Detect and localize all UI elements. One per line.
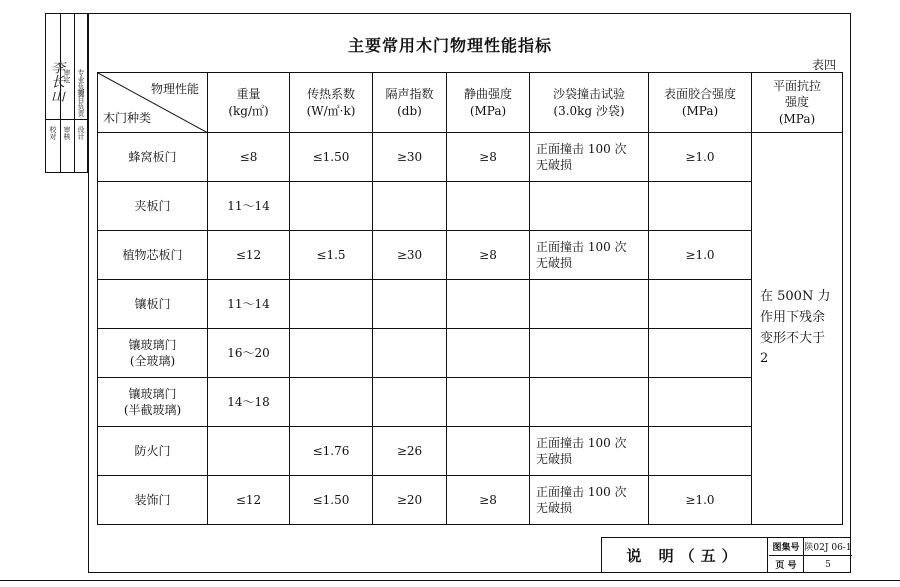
bending-cell xyxy=(447,329,530,378)
impact-cell: 正面撞击 100 次 无破损 xyxy=(530,476,649,525)
sound-cell: ≥30 xyxy=(373,231,447,280)
heat-cell: ≤1.5 xyxy=(290,231,373,280)
col-header-bond: 表面胶合强度 (MPa) xyxy=(649,73,752,133)
bond-cell: ≥1.0 xyxy=(649,231,752,280)
handwritten-signature: 李长山 xyxy=(49,60,65,102)
door-type: 装饰门 xyxy=(98,476,208,525)
bond-cell xyxy=(649,182,752,231)
page-label: 页 号 xyxy=(769,556,804,573)
heat-cell xyxy=(290,182,373,231)
diagonal-header-cell xyxy=(98,73,208,133)
door-type: 镶板门 xyxy=(98,280,208,329)
heat-cell: ≤1.50 xyxy=(290,476,373,525)
bending-cell xyxy=(447,182,530,231)
table-row xyxy=(98,231,843,280)
table-row xyxy=(98,378,843,427)
sidebar-label: 专业负责 xyxy=(77,69,85,97)
col-header-bending: 静曲强度 (MPa) xyxy=(447,73,530,133)
sidebar-label: 校对 xyxy=(49,126,57,140)
sound-cell xyxy=(373,378,447,427)
sound-cell xyxy=(373,182,447,231)
impact-cell xyxy=(530,378,649,427)
bending-cell xyxy=(447,378,530,427)
col-header-heat: 传热系数 (W/㎡·k) xyxy=(290,73,373,133)
sheet-title: 说 明（五） xyxy=(602,538,768,573)
door-type: 夹板门 xyxy=(98,182,208,231)
door-type: 镶玻璃门 (全玻璃) xyxy=(98,329,208,378)
door-type: 防火门 xyxy=(98,427,208,476)
sound-cell: ≥26 xyxy=(373,427,447,476)
diag-top-label: 物理性能 xyxy=(150,82,199,96)
impact-cell: 正面撞击 100 次 无破损 xyxy=(530,427,649,476)
table-row xyxy=(98,427,843,476)
sound-cell: ≥30 xyxy=(373,133,447,182)
tensile-merged-cell: 在 500N 力作用下残余变形不大于 2 xyxy=(752,133,843,525)
sound-cell: ≥20 xyxy=(373,476,447,525)
bond-cell: ≥1.0 xyxy=(649,476,752,525)
door-type: 蜂窝板门 xyxy=(98,133,208,182)
bond-cell: ≥1.0 xyxy=(649,133,752,182)
bending-cell xyxy=(447,427,530,476)
door-type: 镶玻璃门 (半截玻璃) xyxy=(98,378,208,427)
col-header-sound: 隔声指数 (db) xyxy=(373,73,447,133)
sidebar-label: 审核 xyxy=(63,126,71,140)
table-row xyxy=(98,476,843,525)
sound-cell xyxy=(373,329,447,378)
bond-cell xyxy=(649,427,752,476)
document-title: 主要常用木门物理性能指标 xyxy=(347,36,552,55)
impact-cell xyxy=(530,280,649,329)
weight-cell: 11～14 xyxy=(208,280,290,329)
sidebar-row-divider xyxy=(46,119,87,120)
title-block xyxy=(601,537,851,573)
bond-cell xyxy=(649,329,752,378)
table-row xyxy=(98,280,843,329)
impact-cell: 正面撞击 100 次 无破损 xyxy=(530,231,649,280)
weight-cell: 16～20 xyxy=(208,329,290,378)
door-type: 植物芯板门 xyxy=(98,231,208,280)
page-value: 5 xyxy=(825,559,831,570)
atlas-value: 陕02J 06-1 xyxy=(804,538,852,556)
bending-cell: ≥8 xyxy=(447,231,530,280)
sound-cell xyxy=(373,280,447,329)
impact-cell: 正面撞击 100 次 无破损 xyxy=(530,133,649,182)
heat-cell: ≤1.76 xyxy=(290,427,373,476)
weight-cell: ≤12 xyxy=(208,231,290,280)
bond-cell xyxy=(649,280,752,329)
heat-cell xyxy=(290,378,373,427)
sidebar-label: 设计 xyxy=(77,126,85,140)
properties-table xyxy=(97,72,843,525)
bending-cell: ≥8 xyxy=(447,476,530,525)
bending-cell xyxy=(447,280,530,329)
table-row xyxy=(98,182,843,231)
impact-cell xyxy=(530,329,649,378)
bending-cell: ≥8 xyxy=(447,133,530,182)
weight-cell: ≤8 xyxy=(208,133,290,182)
heat-cell xyxy=(290,329,373,378)
impact-cell xyxy=(530,182,649,231)
col-header-weight: 重量 (kg/㎡) xyxy=(208,73,290,133)
bond-cell xyxy=(649,378,752,427)
table-row xyxy=(98,329,843,378)
heat-cell: ≤1.50 xyxy=(290,133,373,182)
table-number: 表四 xyxy=(812,58,837,72)
sidebar-label: 审定 xyxy=(63,69,71,83)
heat-cell xyxy=(290,280,373,329)
col-header-impact: 沙袋撞击试验 (3.0kg 沙袋) xyxy=(530,73,649,133)
weight-cell: 14～18 xyxy=(208,378,290,427)
sidebar-label: 项目负责 xyxy=(77,89,85,117)
table-row xyxy=(98,133,843,182)
header-row xyxy=(98,73,843,133)
col-header-tensile: 平面抗拉 强度 (MPa) xyxy=(752,73,843,133)
weight-cell: 11～14 xyxy=(208,182,290,231)
weight-cell xyxy=(208,427,290,476)
weight-cell: ≤12 xyxy=(208,476,290,525)
page-bottom-border xyxy=(0,580,900,581)
diag-bottom-label: 木门种类 xyxy=(103,110,152,125)
atlas-label: 图集号 xyxy=(769,538,804,556)
